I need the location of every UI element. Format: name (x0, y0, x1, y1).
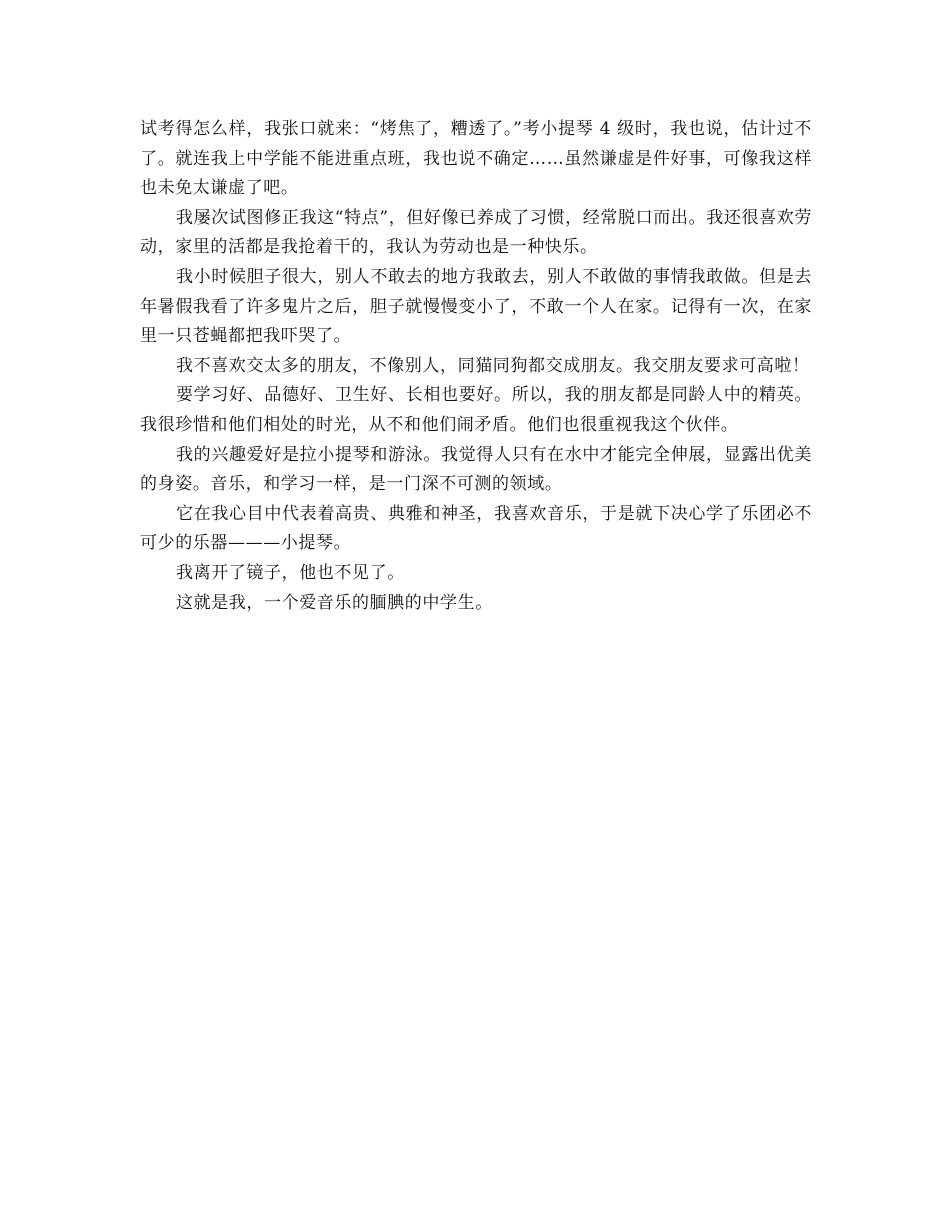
paragraph-7: 它在我心目中代表着高贵、典雅和神圣，我喜欢音乐，于是就下决心学了乐团必不可少的乐器———小提琴。 (140, 503, 812, 554)
paragraph-2: 我屡次试图修正我这“特点”，但好像已养成了习惯，经常脱口而出。我还很喜欢劳动，家里的活都是我抢着干的，我认为劳动也是一种快乐。 (140, 207, 812, 258)
paragraph-1: 试考得怎么样，我张口就来：“烤焦了，糟透了。”考小提琴 4 级时，我也说，估计过不了。就连我上中学能不能进重点班，我也说不确定……虽然谦虚是件好事，可像我这样也未免太谦虚了吧。 (140, 119, 812, 199)
paragraph-4: 我不喜欢交太多的朋友，不像别人，同猫同狗都交成朋友。我交朋友要求可高啦！ (176, 355, 810, 376)
paragraph-9: 这就是我，一个爱音乐的腼腆的中学生。 (176, 592, 493, 613)
paragraph-6: 我的兴趣爱好是拉小提琴和游泳。我觉得人只有在水中才能完全伸展，显露出优美的身姿。音乐，和学习一样，是一门深不可测的领域。 (140, 444, 812, 495)
document-body (140, 115, 812, 618)
paragraph-8: 我离开了镜子，他也不见了。 (176, 562, 405, 583)
paragraph-3: 我小时候胆子很大，别人不敢去的地方我敢去，别人不敢做的事情我敢做。但是去年暑假我看了许多鬼片之后，胆子就慢慢变小了，不敢一个人在家。记得有一次，在家里一只苍蝇都把我吓哭了。 (140, 266, 812, 347)
paragraph-5: 要学习好、品德好、卫生好、长相也要好。所以，我的朋友都是同龄人中的精英。我很珍惜和他们相处的时光，从不和他们闹矛盾。他们也很重视我这个伙伴。 (140, 385, 812, 435)
